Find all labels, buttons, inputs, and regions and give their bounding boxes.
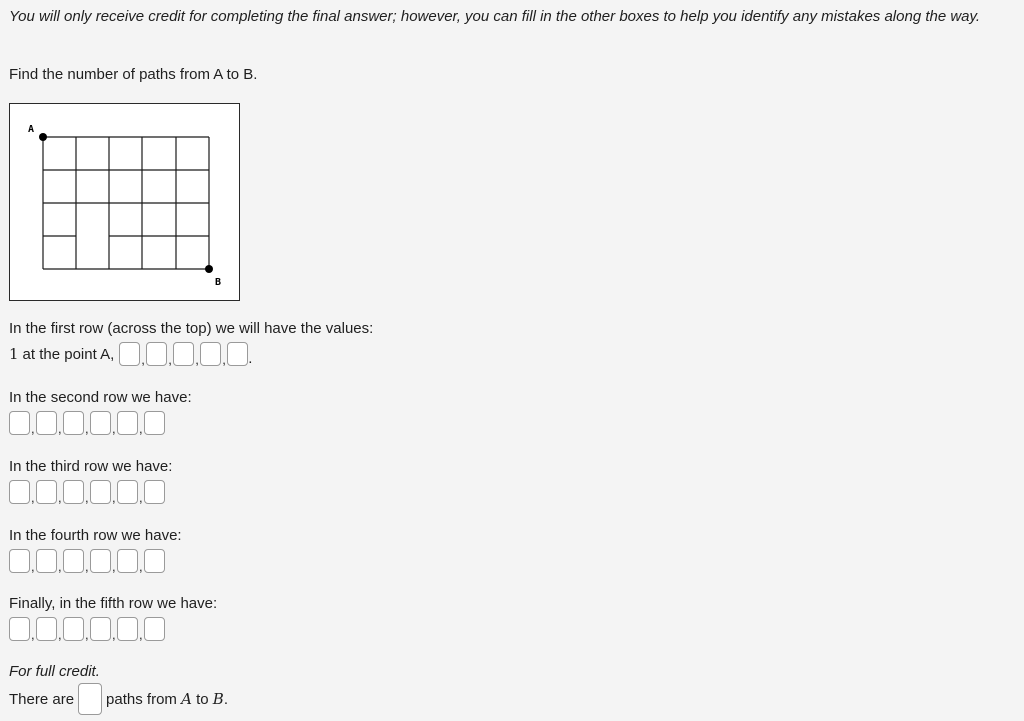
first-row-answer-line xyxy=(9,342,254,366)
first-row-start-text: at the point A, xyxy=(22,345,115,363)
comma: , xyxy=(222,352,226,367)
first-row-label: In the first row (across the top) we will have the values: xyxy=(9,320,374,337)
comma: , xyxy=(112,490,116,505)
row3-input-1[interactable] xyxy=(9,480,30,504)
point-a-label: A xyxy=(28,124,35,135)
row1-input-4[interactable] xyxy=(200,342,221,366)
row2-input-3[interactable] xyxy=(63,411,84,435)
comma: , xyxy=(58,490,62,505)
first-row-start-value: 1 xyxy=(9,345,19,363)
row1-input-1[interactable] xyxy=(119,342,140,366)
row1-input-2[interactable] xyxy=(146,342,167,366)
final-period: . xyxy=(223,690,228,708)
comma: , xyxy=(85,559,89,574)
comma: , xyxy=(31,490,35,505)
point-b-dot xyxy=(205,265,213,273)
comma: , xyxy=(31,627,35,642)
row4-input-3[interactable] xyxy=(63,549,84,573)
final-to-word: to xyxy=(196,690,209,708)
comma: , xyxy=(141,352,145,367)
third-row-label: In the third row we have: xyxy=(9,458,173,475)
comma: , xyxy=(112,559,116,574)
question-text: Find the number of paths from A to B. xyxy=(9,66,258,83)
row3-input-4[interactable] xyxy=(90,480,111,504)
second-row-label: In the second row we have: xyxy=(9,389,192,406)
comma: , xyxy=(139,627,143,642)
row4-input-1[interactable] xyxy=(9,549,30,573)
row5-input-6[interactable] xyxy=(144,617,165,641)
row1-input-3[interactable] xyxy=(173,342,194,366)
comma: , xyxy=(58,627,62,642)
row2-input-2[interactable] xyxy=(36,411,57,435)
row2-input-1[interactable] xyxy=(9,411,30,435)
row3-input-3[interactable] xyxy=(63,480,84,504)
comma: , xyxy=(139,559,143,574)
row5-input-3[interactable] xyxy=(63,617,84,641)
comma: , xyxy=(31,421,35,436)
row5-input-5[interactable] xyxy=(117,617,138,641)
comma: , xyxy=(85,627,89,642)
row2-input-4[interactable] xyxy=(90,411,111,435)
fourth-row-inputs xyxy=(9,549,165,573)
row4-input-2[interactable] xyxy=(36,549,57,573)
row2-input-5[interactable] xyxy=(117,411,138,435)
row4-input-6[interactable] xyxy=(144,549,165,573)
row3-input-6[interactable] xyxy=(144,480,165,504)
final-answer-middle: paths from xyxy=(106,690,177,708)
row4-input-4[interactable] xyxy=(90,549,111,573)
first-row-inputs xyxy=(119,342,254,366)
row2-input-6[interactable] xyxy=(144,411,165,435)
final-var-a: A xyxy=(181,690,192,708)
row3-input-5[interactable] xyxy=(117,480,138,504)
comma: , xyxy=(112,627,116,642)
grid-figure xyxy=(9,103,240,301)
comma: , xyxy=(58,559,62,574)
row3-input-2[interactable] xyxy=(36,480,57,504)
point-b-label: B xyxy=(215,277,222,288)
comma: , xyxy=(31,559,35,574)
row4-input-5[interactable] xyxy=(117,549,138,573)
second-row-inputs xyxy=(9,411,165,435)
final-answer-input[interactable] xyxy=(78,683,102,715)
comma: , xyxy=(139,421,143,436)
final-answer-line xyxy=(9,683,228,715)
grid-diagram xyxy=(10,104,241,302)
row5-input-1[interactable] xyxy=(9,617,30,641)
comma: , xyxy=(195,352,199,367)
fifth-row-label: Finally, in the fifth row we have: xyxy=(9,595,218,612)
instructions-text: You will only receive credit for completing the final answer; however, you can fill in the other boxes to help you identify any mistakes along the way. xyxy=(9,8,981,25)
comma: , xyxy=(168,352,172,367)
comma: , xyxy=(112,421,116,436)
point-a-dot xyxy=(39,133,47,141)
comma: , xyxy=(85,490,89,505)
comma: , xyxy=(139,490,143,505)
row5-input-2[interactable] xyxy=(36,617,57,641)
row5-input-4[interactable] xyxy=(90,617,111,641)
full-credit-note: For full credit. xyxy=(9,663,100,680)
third-row-inputs xyxy=(9,480,165,504)
period: . xyxy=(248,350,253,367)
final-answer-prefix: There are xyxy=(9,690,75,708)
fourth-row-label: In the fourth row we have: xyxy=(9,527,182,544)
comma: , xyxy=(58,421,62,436)
final-var-b: B xyxy=(212,690,224,708)
row1-input-5[interactable] xyxy=(227,342,248,366)
fifth-row-inputs xyxy=(9,617,165,641)
comma: , xyxy=(85,421,89,436)
